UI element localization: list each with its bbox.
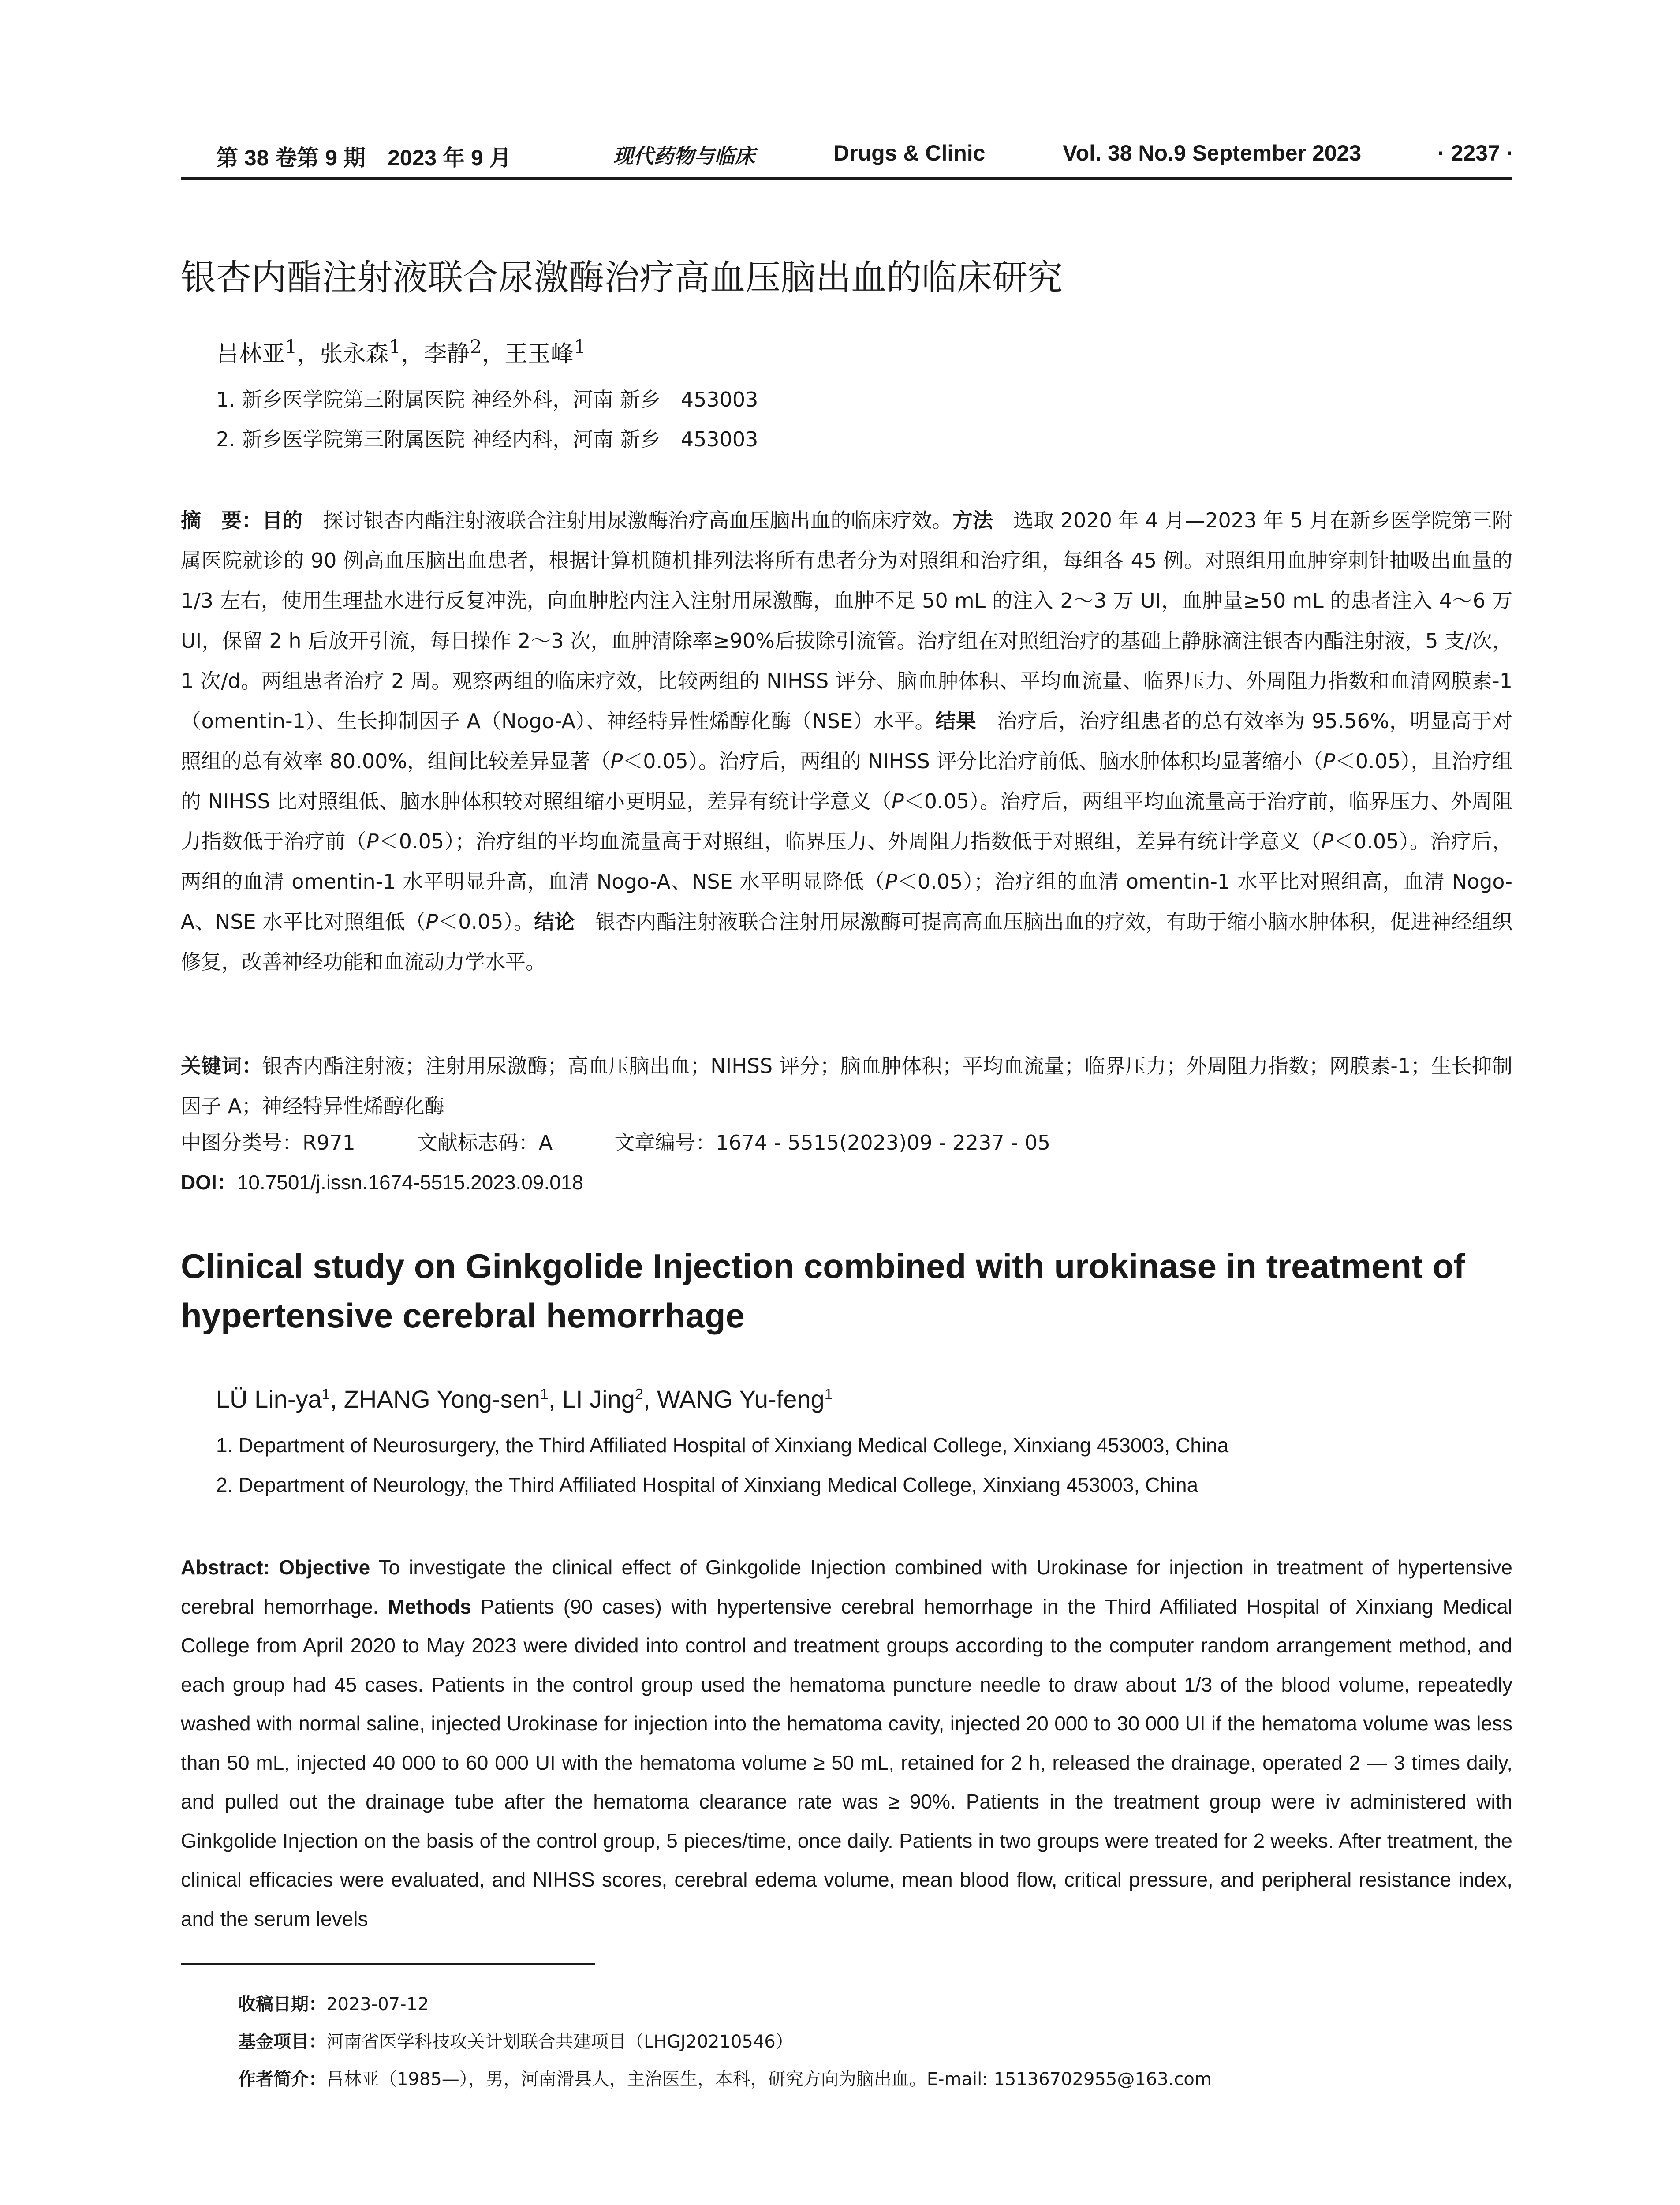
keywords-cn xyxy=(181,1046,1512,1126)
article-number: 文章编号：1674 - 5515(2023)09 - 2237 - 05 xyxy=(614,1131,1050,1155)
footnote-label: 收稿日期： xyxy=(238,1994,326,2014)
methods-label-cn: 方法 xyxy=(952,508,993,532)
title-en: Clinical study on Ginkgolide Injection combined with urokinase in treatment of hypertensive cerebral hemorrhage xyxy=(181,1247,1465,1335)
header-rule xyxy=(181,177,1512,180)
results-text-cn: 治疗后，治疗组患者的总有效率为 95.56%，明显高于对照组的总有效率 80.00%，组间比较差异显著（ xyxy=(181,709,1512,773)
footnote-label: 作者简介： xyxy=(238,2069,326,2089)
p-value-letter: P xyxy=(1323,749,1335,773)
doi-line xyxy=(181,1166,583,1196)
author-affil-sup: 1 xyxy=(321,1386,330,1403)
affiliation-cn-2: 2. 新乡医学院第三附属医院 神经内科，河南 新乡 453003 xyxy=(216,427,758,451)
methods-text-cn: 选取 2020 年 4 月—2023 年 5 月在新乡医学院第三附属医院就诊的 90 例高血压脑出血患者，根据计算机随机排列法将所有患者分为对照组和治疗组，每组各 45 例。对照组用血肿穿刺针抽吸出血量的 1/3 左右，使用生理盐水进行反复冲洗，向血肿腔内注入注射用尿激酶，血肿不足 50 mL 的注入 2～3 万 UI，血肿量≥50 mL 的患者注入 4～6 万 UI，保留 2 h 后放开引流，每日操作 2～3 次，血肿清除率≥90%后拔除引流管。治疗组在对照组治疗的基础上静脉滴注银杏内酯注射液，5 支/次，1 次/d。两组患者治疗 2 周。观察两组的临床疗效，比较两组的 NIHSS 评分、脑血肿体积、平均血流量、临界压力、外周阻力指数和血清网膜素-1（omentin-1）、生长抑制因子 A（Nogo-A）、神经特异性烯醇化酶（NSE）水平。 xyxy=(181,508,1513,733)
author-separator: , xyxy=(330,1385,344,1413)
author-affil-sup: 1 xyxy=(573,336,586,359)
author-affil-sup: 1 xyxy=(540,1386,549,1403)
footnote-received xyxy=(238,1990,429,2015)
author-name: LI Jing xyxy=(562,1385,635,1413)
results-text-cn: ＜0.05），且治疗组的 NIHSS 比对照组低、脑水肿体积较对照组缩小更明显，差异有统计学意义（ xyxy=(181,749,1512,813)
footnote-text: 2023-07-12 xyxy=(326,1994,429,2014)
author-name: 王玉峰 xyxy=(504,341,574,367)
p-value-letter: P xyxy=(891,789,904,813)
abstract-en xyxy=(181,1548,1512,1938)
author-separator: , xyxy=(643,1385,657,1413)
clc-number: 中图分类号：R971 xyxy=(181,1131,355,1155)
author-affil-sup: 1 xyxy=(285,336,297,359)
doi-label: DOI： xyxy=(181,1171,237,1194)
methods-label-en: Methods xyxy=(388,1595,471,1618)
footnote-rule xyxy=(181,1963,595,1965)
conclusion-label-cn: 结论 xyxy=(534,910,575,934)
authors-cn xyxy=(216,335,586,368)
author-name: LÜ Lin-ya xyxy=(216,1385,322,1413)
affiliation-en-1: 1. Department of Neurosurgery, the Third Affiliated Hospital of Xinxiang Medical College, Xinxiang 453003, China xyxy=(216,1434,1229,1457)
author-name: ZHANG Yong-sen xyxy=(343,1385,540,1413)
p-value-letter: P xyxy=(426,910,438,934)
results-label-cn: 结果 xyxy=(935,709,977,733)
header-journal-cn: 现代药物与临床 xyxy=(613,144,755,168)
header-volume-en: Vol. 38 No.9 September 2023 xyxy=(1063,141,1362,165)
conclusion-text-cn: 银杏内酯注射液联合注射用尿激酶可提高高血压脑出血的疗效，有助于缩小脑水肿体积，促进神经组织修复，改善神经功能和血流动力学水平。 xyxy=(181,910,1513,974)
author-name: 吕林亚 xyxy=(216,341,285,367)
p-value-letter: P xyxy=(885,870,897,893)
header-issue-cn: 第 38 卷第 9 期 2023 年 9 月 xyxy=(216,146,511,170)
author-separator: ， xyxy=(297,341,320,367)
results-text-cn: ＜0.05）；治疗组的血清 omentin-1 水平比对照组高，血清 Nogo-A、NSE 水平比对照组低（ xyxy=(181,870,1512,934)
author-separator: , xyxy=(548,1385,562,1413)
footnote-text: 吕林亚（1985—），男，河南滑县人，主治医生，本科，研究方向为脑出血。E-mail: 15136702955@163.com xyxy=(326,2069,1212,2089)
author-name: WANG Yu-feng xyxy=(657,1385,825,1413)
header-page-number: · 2237 · xyxy=(1437,141,1514,165)
doi-link[interactable]: 10.7501/j.issn.1674-5515.2023.09.018 xyxy=(237,1171,583,1194)
results-text-cn: ＜0.05）。 xyxy=(438,910,534,934)
author-affil-sup: 1 xyxy=(388,336,401,359)
author-affil-sup: 1 xyxy=(824,1386,833,1403)
results-text-cn: ＜0.05）。治疗后，两组的 NIHSS 评分比治疗前低、脑水肿体积均显著缩小（ xyxy=(623,749,1323,773)
footnote-label: 基金项目： xyxy=(238,2032,326,2052)
author-separator: ， xyxy=(401,341,424,367)
results-text-cn: ＜0.05）。治疗后，两组的血清 omentin-1 水平明显升高，血清 Nogo-A、NSE 水平明显降低（ xyxy=(181,830,1513,893)
author-affil-sup: 2 xyxy=(635,1386,643,1403)
affiliation-cn-1: 1. 新乡医学院第三附属医院 神经外科，河南 新乡 453003 xyxy=(216,388,758,411)
author-name: 李静 xyxy=(424,341,470,367)
document-code: 文献标志码：A xyxy=(417,1131,553,1155)
objective-text-en: To investigate the clinical effect of Ginkgolide Injection combined with Urokinase for injection in treatment of hypertensive cerebral hemorrhage. xyxy=(181,1556,1512,1618)
results-text-cn: ＜0.05）；治疗组的平均血流量高于对照组，临界压力、外周阻力指数低于对照组，差异有统计学意义（ xyxy=(378,830,1322,853)
title-cn: 银杏内酯注射液联合尿激酶治疗高血压脑出血的临床研究 xyxy=(181,257,1063,298)
results-text-cn: ＜0.05）。治疗后，两组平均血流量高于治疗前，临界压力、外周阻力指数低于治疗前（ xyxy=(181,789,1512,853)
abstract-label-cn: 摘 要： xyxy=(181,508,262,532)
author-separator: ， xyxy=(482,341,505,367)
methods-text-en: Patients (90 cases) with hypertensive cerebral hemorrhage in the Third Affiliated Hospital of Xinxiang Medical College from April 2020 to May 2023 were divided into control and treatment groups according to the computer random arrangement method, and each group had 45 cases. Patients in the control group used the hematoma puncture needle to draw about 1/3 of the blood volume, repeatedly washed with normal saline, injected Urokinase for injection into the hematoma cavity, injected 20 000 to 30 000 UI if the hematoma volume was less than 50 mL, injected 40 000 to 60 000 UI with the hematoma volume ≥ 50 mL, retained for 2 h, released the drainage, operated 2 — 3 times daily, and pulled out the drainage tube after the hematoma clearance rate was ≥ 90%. Patients in the treatment group were iv administered with Ginkgolide Injection on the basis of the control group, 5 pieces/time, once daily. Patients in two groups were treated for 2 weeks. After treatment, the clinical efficacies were evaluated, and NIHSS scores, cerebral edema volume, mean blood flow, critical pressure, and peripheral resistance index, and the serum levels xyxy=(181,1595,1512,1930)
p-value-letter: P xyxy=(366,830,379,853)
p-value-letter: P xyxy=(610,749,623,773)
author-name: 张永森 xyxy=(320,341,389,367)
header-journal-en: Drugs & Clinic xyxy=(833,141,986,165)
keywords-text-cn: 银杏内酯注射液；注射用尿激酶；高血压脑出血；NIHSS 评分；脑血肿体积；平均血流量；临界压力；外周阻力指数；网膜素-1；生长抑制因子 A；神经特异性烯醇化酶 xyxy=(181,1054,1513,1118)
affiliation-en-2: 2. Department of Neurology, the Third Affiliated Hospital of Xinxiang Medical College, Xinxiang 453003, China xyxy=(216,1473,1198,1496)
footnote-funding xyxy=(238,2028,793,2053)
abstract-cn xyxy=(181,501,1512,982)
objective-text-cn: 探讨银杏内酯注射液联合注射用尿激酶治疗高血压脑出血的临床疗效。 xyxy=(302,508,952,532)
objective-label-cn: 目的 xyxy=(262,508,303,532)
author-affil-sup: 2 xyxy=(470,336,482,359)
authors-en xyxy=(216,1385,833,1413)
running-header xyxy=(181,140,1512,176)
footnote-text: 河南省医学科技攻关计划联合共建项目（LHGJ20210546） xyxy=(326,2032,793,2052)
abstract-label-en: Abstract: Objective xyxy=(181,1556,370,1579)
footnote-author-bio xyxy=(238,2065,1212,2090)
keywords-label-cn: 关键词： xyxy=(181,1054,262,1078)
classification-line xyxy=(181,1127,1112,1156)
p-value-letter: P xyxy=(1321,830,1333,853)
